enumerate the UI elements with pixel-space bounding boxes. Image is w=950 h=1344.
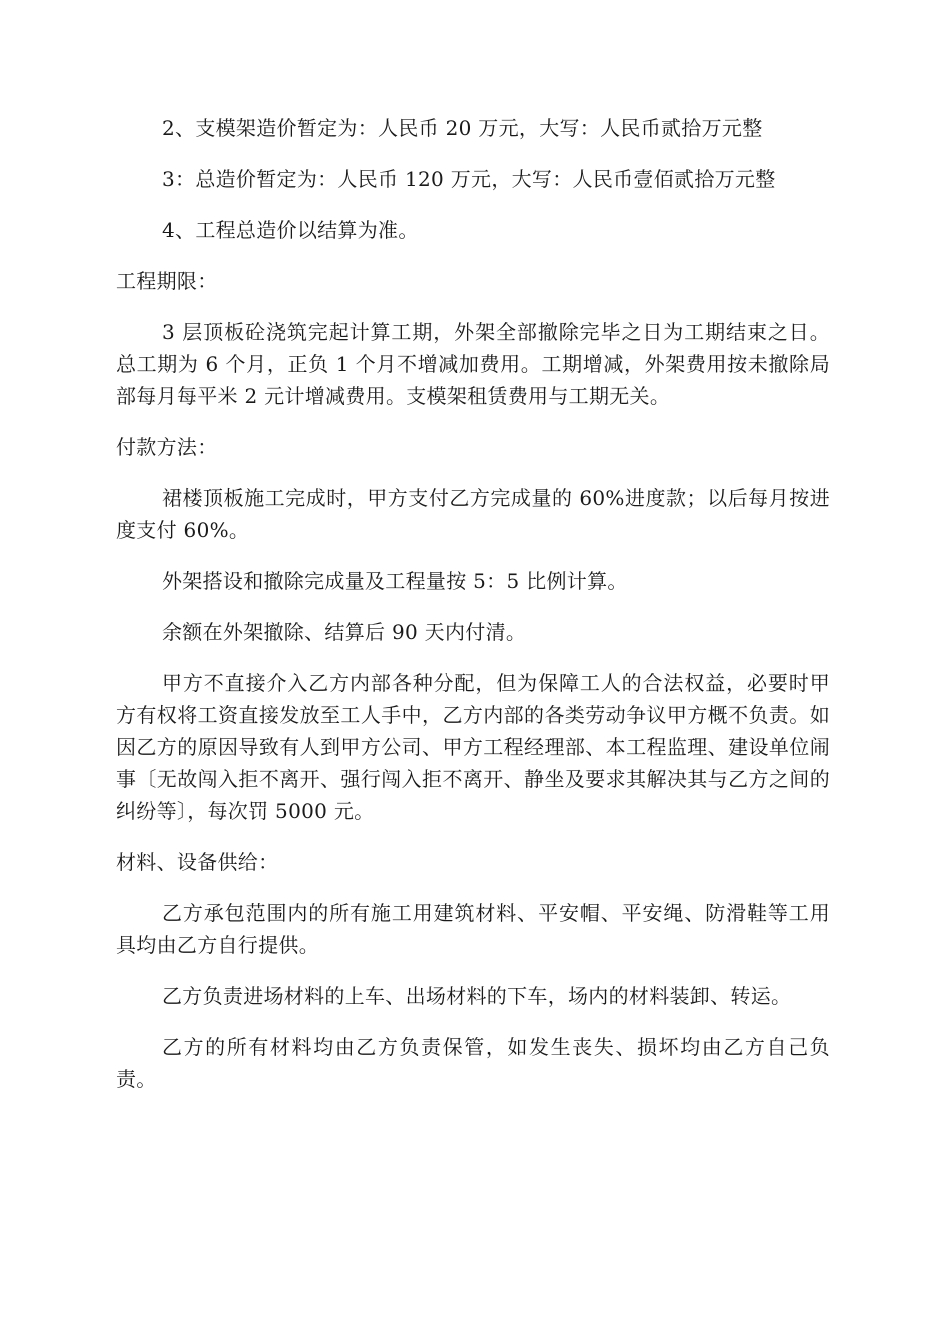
section-heading-payment: 付款方法： bbox=[116, 435, 218, 459]
clause-payment-progress: 裙楼顶板施工完成时，甲方支付乙方完成量的 60%进度款；以后每月按进度支付 60%。 bbox=[116, 486, 830, 542]
section-heading-materials: 材料、设备供给： bbox=[116, 850, 279, 874]
clause-duration: 3 层顶板砼浇筑完起计算工期，外架全部撤除完毕之日为工期结束之日。总工期为 6 个月，正负 1 个月不增减加费用。工期增减，外架费用按未撤除局部每月每平米 2 元计增减费用。支模架租赁费用与工期无关。 bbox=[116, 320, 830, 408]
clause-total-cost: 3：总造价暂定为：人民币 120 万元，大写：人民币壹佰贰拾万元整 bbox=[162, 167, 776, 191]
section-heading-duration: 工程期限： bbox=[116, 269, 218, 293]
clause-labor-disputes: 甲方不直接介入乙方内部各种分配，但为保障工人的合法权益，必要时甲方有权将工资直接发放至工人手中，乙方内部的各类劳动争议甲方概不负责。如因乙方的原因导致有人到甲方公司、甲方工程经理部、本工程监理、建设单位闹事〔无故闯入拒不离开、强行闯入拒不离开、静坐及要求其解决其与乙方之间的纠纷等〕，每次罚 5000 元。 bbox=[116, 671, 830, 823]
clause-formwork-cost: 2、支模架造价暂定为：人民币 20 万元，大写：人民币贰拾万元整 bbox=[162, 116, 763, 140]
clause-materials-custody: 乙方的所有材料均由乙方负责保管，如发生丧失、损坏均由乙方自己负责。 bbox=[116, 1035, 830, 1091]
clause-materials-supply: 乙方承包范围内的所有施工用建筑材料、平安帽、平安绳、防滑鞋等工用具均由乙方自行提供。 bbox=[116, 901, 830, 957]
document-body bbox=[116, 112, 830, 1114]
clause-settlement: 4、工程总造价以结算为准。 bbox=[162, 218, 419, 242]
clause-payment-ratio: 外架搭设和撤除完成量及工程量按 5：5 比例计算。 bbox=[162, 569, 628, 593]
clause-payment-balance: 余额在外架撤除、结算后 90 天内付清。 bbox=[162, 620, 527, 644]
clause-materials-handling: 乙方负责进场材料的上车、出场材料的下车，场内的材料装卸、转运。 bbox=[162, 984, 792, 1008]
